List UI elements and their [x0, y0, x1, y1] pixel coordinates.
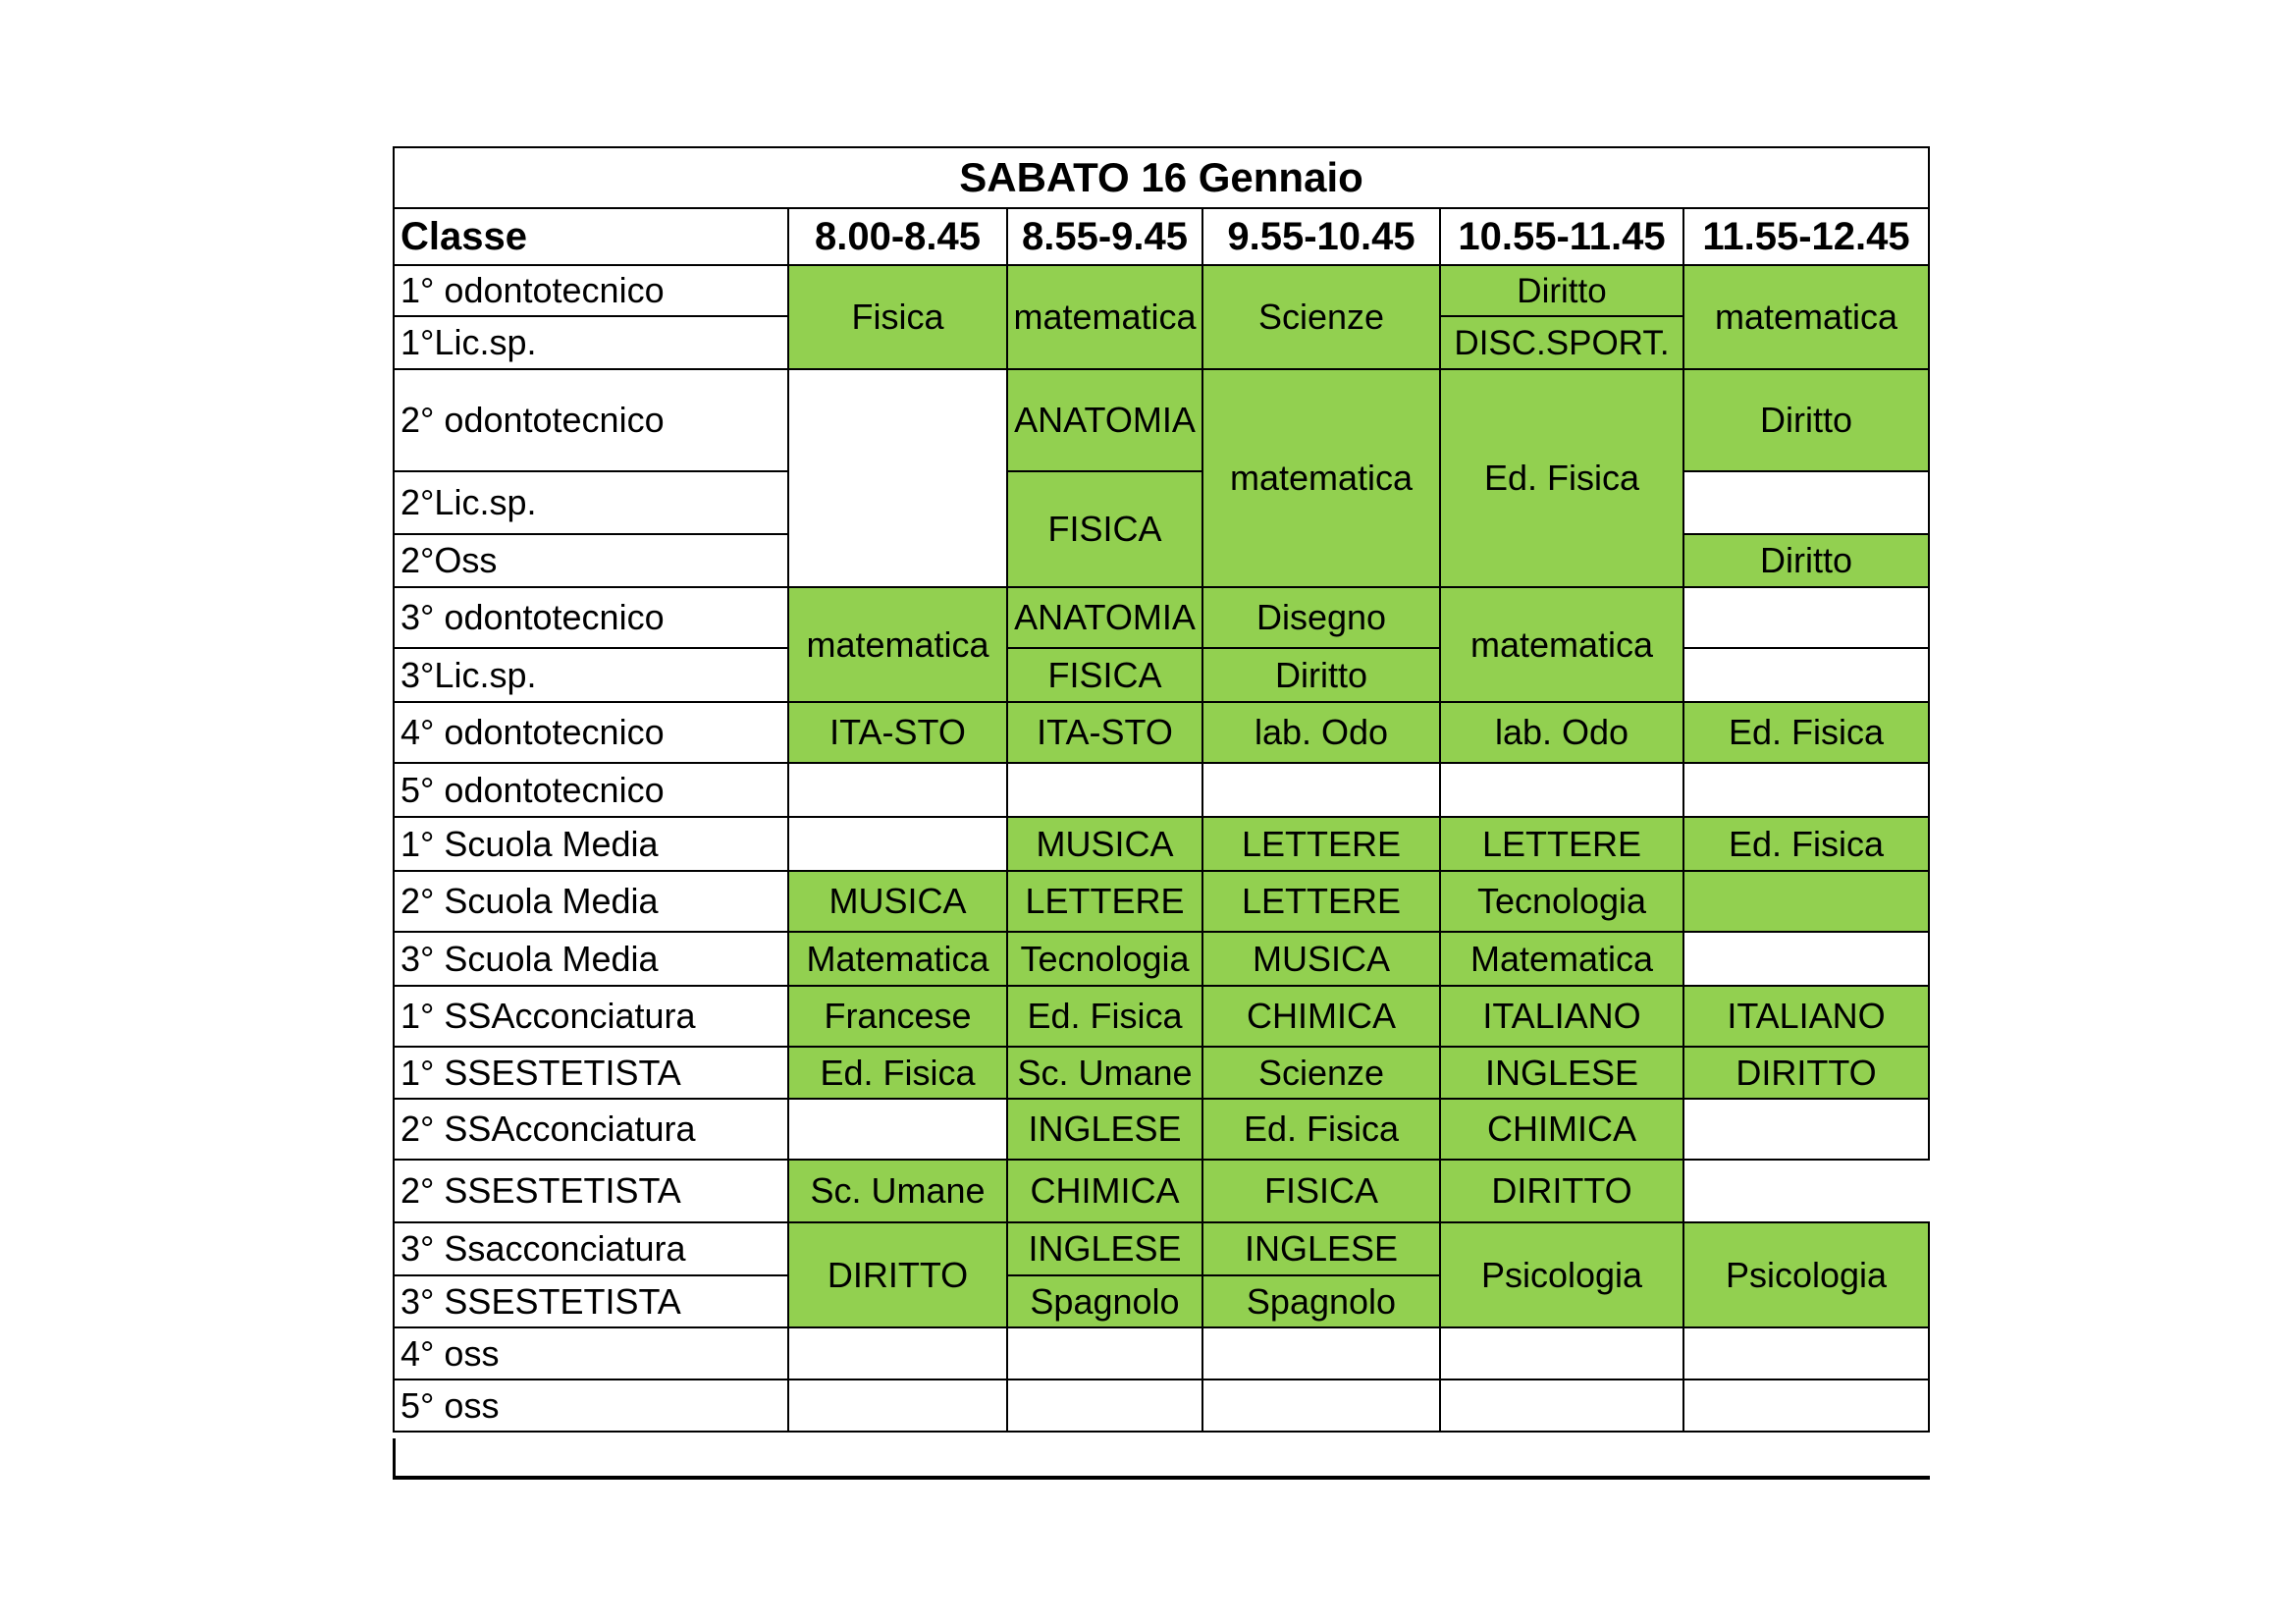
header-row	[394, 208, 1929, 265]
lesson-cell: Disegno	[1202, 587, 1440, 648]
lesson-cell: DISC.SPORT.	[1440, 316, 1683, 369]
lesson-cell: Francese	[788, 986, 1007, 1047]
empty-cell	[788, 817, 1007, 871]
table-row	[394, 1222, 1929, 1275]
lesson-cell: ITALIANO	[1683, 986, 1929, 1047]
lesson-cell: ITA-STO	[788, 702, 1007, 763]
lesson-cell: MUSICA	[788, 871, 1007, 932]
empty-cell	[788, 1380, 1007, 1432]
lesson-cell: matematica	[1007, 265, 1202, 369]
page-title: SABATO 16 Gennaio	[394, 147, 1929, 208]
lesson-cell: INGLESE	[1440, 1047, 1683, 1099]
lesson-cell: Spagnolo	[1007, 1275, 1202, 1327]
lesson-cell: Scienze	[1202, 1047, 1440, 1099]
lesson-cell: ITALIANO	[1440, 986, 1683, 1047]
lesson-cell: LETTERE	[1202, 871, 1440, 932]
class-label: 3° odontotecnico	[394, 587, 788, 648]
empty-cell	[1007, 763, 1202, 817]
class-label: 4° oss	[394, 1327, 788, 1380]
class-label: 1° odontotecnico	[394, 265, 788, 316]
class-label: 3° Ssacconciatura	[394, 1222, 788, 1275]
table-row	[394, 369, 1929, 471]
lesson-cell: matematica	[788, 587, 1007, 702]
class-label: 3° Scuola Media	[394, 932, 788, 986]
class-label: 1° SSAcconciatura	[394, 986, 788, 1047]
lesson-cell: Matematica	[1440, 932, 1683, 986]
class-label: 2°Lic.sp.	[394, 471, 788, 534]
table-row	[394, 871, 1929, 932]
empty-cell	[1683, 1380, 1929, 1432]
lesson-cell: Sc. Umane	[1007, 1047, 1202, 1099]
lesson-cell: Ed. Fisica	[1007, 986, 1202, 1047]
empty-cell	[1683, 763, 1929, 817]
table-row	[394, 1047, 1929, 1099]
class-label: 2° SSAcconciatura	[394, 1099, 788, 1160]
lesson-cell: Diritto	[1440, 265, 1683, 316]
column-header-slot-2: 8.55-9.45	[1007, 208, 1202, 265]
empty-cell	[1683, 1327, 1929, 1380]
lesson-cell: Diritto	[1683, 369, 1929, 471]
table-row	[394, 587, 1929, 648]
class-label: 4° odontotecnico	[394, 702, 788, 763]
lesson-cell: Psicologia	[1683, 1222, 1929, 1327]
lesson-cell: Sc. Umane	[788, 1160, 1007, 1222]
lesson-cell: ANATOMIA	[1007, 369, 1202, 471]
empty-cell	[1007, 1380, 1202, 1432]
empty-cell	[1202, 763, 1440, 817]
lesson-cell: CHIMICA	[1202, 986, 1440, 1047]
lesson-cell: matematica	[1202, 369, 1440, 587]
empty-cell	[1440, 1380, 1683, 1432]
column-header-classe: Classe	[394, 208, 788, 265]
lesson-cell: ANATOMIA	[1007, 587, 1202, 648]
empty-cell	[1683, 871, 1929, 932]
lesson-cell: INGLESE	[1202, 1222, 1440, 1275]
lesson-cell: DIRITTO	[1440, 1160, 1683, 1222]
class-label: 2°Oss	[394, 534, 788, 587]
class-label: 3° SSESTETISTA	[394, 1275, 788, 1327]
lesson-cell: Ed. Fisica	[1202, 1099, 1440, 1160]
empty-cell	[788, 1099, 1007, 1160]
lesson-cell: LETTERE	[1202, 817, 1440, 871]
title-row	[394, 147, 1929, 208]
lesson-cell: lab. Odo	[1440, 702, 1683, 763]
class-label: 2° odontotecnico	[394, 369, 788, 471]
table-row	[394, 763, 1929, 817]
table-row	[394, 932, 1929, 986]
table-footer-frame	[393, 1438, 1930, 1480]
lesson-cell: matematica	[1440, 587, 1683, 702]
table-row	[394, 648, 1929, 702]
lesson-cell: lab. Odo	[1202, 702, 1440, 763]
lesson-cell: Scienze	[1202, 265, 1440, 369]
empty-cell	[1202, 1380, 1440, 1432]
timetable	[393, 146, 1930, 1433]
class-label: 5° oss	[394, 1380, 788, 1432]
class-label: 5° odontotecnico	[394, 763, 788, 817]
class-label: 2° SSESTETISTA	[394, 1160, 788, 1222]
class-label: 3°Lic.sp.	[394, 648, 788, 702]
lesson-cell: Diritto	[1202, 648, 1440, 702]
table-row	[394, 1160, 1929, 1222]
table-row	[394, 817, 1929, 871]
lesson-cell: CHIMICA	[1007, 1160, 1202, 1222]
lesson-cell: INGLESE	[1007, 1099, 1202, 1160]
column-header-slot-5: 11.55-12.45	[1683, 208, 1929, 265]
empty-cell	[788, 369, 1007, 587]
lesson-cell: Matematica	[788, 932, 1007, 986]
empty-cell	[788, 1327, 1007, 1380]
table-row	[394, 702, 1929, 763]
empty-cell	[1202, 1327, 1440, 1380]
column-header-slot-1: 8.00-8.45	[788, 208, 1007, 265]
empty-cell	[1440, 763, 1683, 817]
lesson-cell: Fisica	[788, 265, 1007, 369]
class-label: 2° Scuola Media	[394, 871, 788, 932]
empty-cell	[1440, 1327, 1683, 1380]
table-row	[394, 1380, 1929, 1432]
lesson-cell: MUSICA	[1202, 932, 1440, 986]
empty-cell	[1683, 1160, 1929, 1222]
lesson-cell: Ed. Fisica	[1683, 817, 1929, 871]
empty-cell	[788, 763, 1007, 817]
lesson-cell: LETTERE	[1007, 871, 1202, 932]
lesson-cell: Spagnolo	[1202, 1275, 1440, 1327]
class-label: 1° SSESTETISTA	[394, 1047, 788, 1099]
empty-cell	[1683, 471, 1929, 534]
class-label: 1°Lic.sp.	[394, 316, 788, 369]
lesson-cell: matematica	[1683, 265, 1929, 369]
column-header-slot-3: 9.55-10.45	[1202, 208, 1440, 265]
lesson-cell: DIRITTO	[1683, 1047, 1929, 1099]
lesson-cell: Tecnologia	[1440, 871, 1683, 932]
lesson-cell: FISICA	[1007, 471, 1202, 587]
table-row	[394, 1099, 1929, 1160]
table-row	[394, 265, 1929, 316]
lesson-cell: ITA-STO	[1007, 702, 1202, 763]
column-header-slot-4: 10.55-11.45	[1440, 208, 1683, 265]
table-row	[394, 1327, 1929, 1380]
lesson-cell: CHIMICA	[1440, 1099, 1683, 1160]
empty-cell	[1683, 1099, 1929, 1160]
lesson-cell: Ed. Fisica	[1440, 369, 1683, 587]
table-row	[394, 471, 1929, 534]
lesson-cell: Ed. Fisica	[1683, 702, 1929, 763]
lesson-cell: Ed. Fisica	[788, 1047, 1007, 1099]
lesson-cell: FISICA	[1007, 648, 1202, 702]
lesson-cell: Diritto	[1683, 534, 1929, 587]
table-row	[394, 986, 1929, 1047]
empty-cell	[1683, 587, 1929, 648]
lesson-cell: Tecnologia	[1007, 932, 1202, 986]
timetable-sheet	[393, 146, 1930, 1482]
empty-cell	[1683, 932, 1929, 986]
class-label: 1° Scuola Media	[394, 817, 788, 871]
empty-cell	[1007, 1327, 1202, 1380]
lesson-cell: Psicologia	[1440, 1222, 1683, 1327]
lesson-cell: INGLESE	[1007, 1222, 1202, 1275]
lesson-cell: MUSICA	[1007, 817, 1202, 871]
lesson-cell: LETTERE	[1440, 817, 1683, 871]
lesson-cell: FISICA	[1202, 1160, 1440, 1222]
lesson-cell: DIRITTO	[788, 1222, 1007, 1327]
empty-cell	[1683, 648, 1929, 702]
